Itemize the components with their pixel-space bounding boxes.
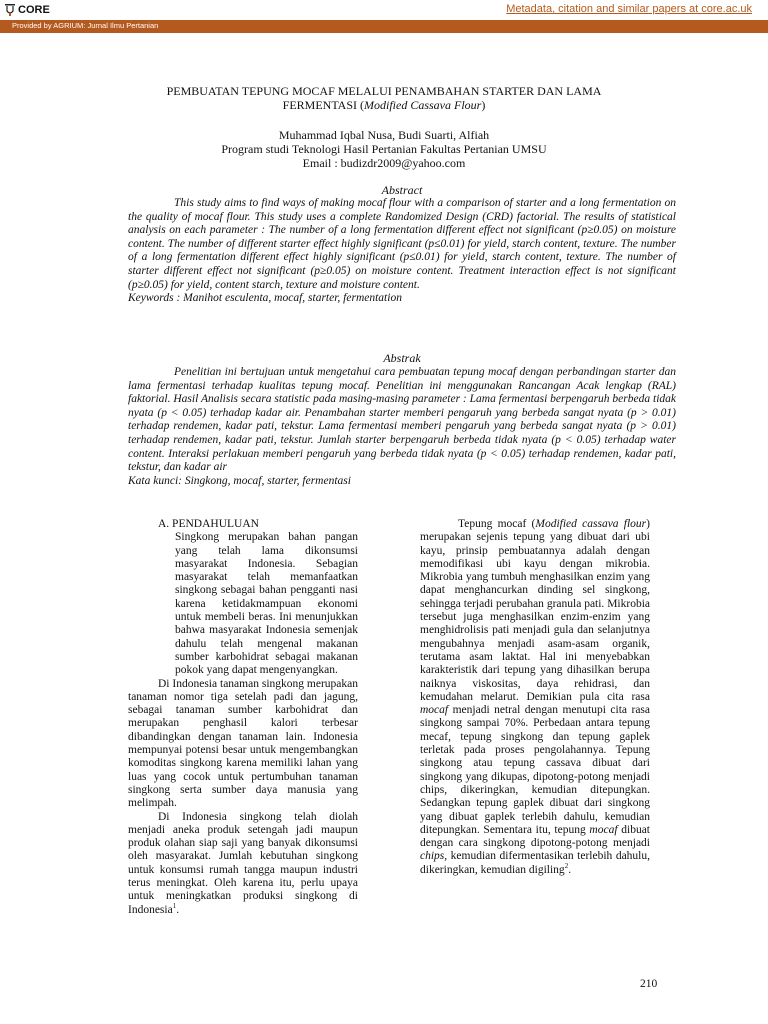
title-line-2-main: FERMENTASI ( xyxy=(282,98,365,112)
right-text-f: mocaf xyxy=(589,823,618,836)
abstrak-heading: Abstrak xyxy=(383,351,421,365)
left-paragraph-3-text: Di Indonesia singkong telah diolah menjadi aneka produk setengah jadi maupun produk olahan siap saji yang banyak dikonsumsi oleh masyarakat. Jumlah kebutuhan singkong untuk konsumsi rumah tangga maupun industri terus meningkat. Oleh karena itu, perlu upaya untuk meningkatkan produksi singkong di Indonesia xyxy=(128,810,358,916)
abstract-heading: Abstract xyxy=(381,183,423,197)
abstract-en-body: This study aims to find ways of making mocaf flour with a comparison of starter and a long fermentation on the quality of mocaf flour. This study uses a complete Randomized Design (CRD) factorial. The results of statistical analysis on each parameter : The number of a long fermentation different effect not significant (p≥0.05) on moisture content. The number of different starter effect highly significant (p≤0.01) for yield, starch content, texture. The number of a long fermentation different effect highly significant (p≤0.01) for yield, starch content, texture. The number of starter different effect not significant (p≥0.05) on moisture content. Treatment interaction effect is not significant (p≥0.05) for yield, content starch, texture and moisture content. xyxy=(128,197,676,291)
right-text-end: . xyxy=(568,863,572,876)
left-paragraph-2 xyxy=(128,678,358,811)
body-left-column xyxy=(128,518,358,917)
title-line-2-italic: Modified Cassava Flour xyxy=(364,98,482,112)
core-metadata-link[interactable]: Metadata, citation and similar papers at core.ac.uk xyxy=(506,3,752,15)
abstract-en-keywords: Keywords : Manihot esculenta, mocaf, starter, fermentation xyxy=(128,292,402,305)
right-text-e: menjadi netral dengan menutupi cita rasa singkong sampai 70%. Perbedaan antara tepung mecaf, tepung singkong dan tepung gaplek terletak pada proses pengolahannya. Tepung singkong atau tepung cassava dibuat dari singkong yang dikupas, dipotong-potong menjadi chips, dikeringkan, kemudian ditepungkan. Sedangkan tepung gaplek dibuat dari singkong yang dibuat gaplek terlebih dahulu, kemudian ditepungkan. Sementara itu, tepung xyxy=(420,704,650,836)
abstract-id xyxy=(128,366,676,488)
paper-title xyxy=(120,84,648,112)
core-logo-text: CORE xyxy=(18,4,50,16)
left-paragraph-2-text: Di Indonesia tanaman singkong merupakan tanaman nomor tiga setelah padi dan jagung, sebagai tanaman sumber karbohidrat dan merupakan penghasil kalori terbesar dibandingkan dengan tanaman lain. Indonesia mempunyai potensi besar untuk mengembangkan komoditas singkong karena memiliki lahan yang luas yang cocok untuk pertumbuhan tanaman singkong serta sumber daya manusia yang melimpah. xyxy=(128,677,358,810)
section-heading: A. PENDAHULUAN xyxy=(158,518,259,530)
page-number: 210 xyxy=(640,978,658,990)
author-affiliation: Program studi Teknologi Hasil Pertanian Fakultas Pertanian UMSU xyxy=(221,142,547,156)
right-text-i: , kemudian difermentasikan terlebih dahulu, dikeringkan, kemudian digiling xyxy=(420,850,650,876)
title-line-1: PEMBUATAN TEPUNG MOCAF MELALUI PENAMBAHAN STARTER DAN LAMA xyxy=(166,84,602,98)
core-logo-icon xyxy=(4,3,16,17)
right-text-g: dibuat dengan cara singkong dipotong-potong menjadi xyxy=(420,823,650,850)
title-line-2-end: ) xyxy=(481,98,486,112)
footnote-ref-2: 2 xyxy=(564,861,569,870)
right-text-c: ) merupakan sejenis tepung yang dibuat dari ubi kayu, prinsip pembuatannya adalah dengan memodifikasi ubi kayu dengan mikrobia. Mikrobia yang tumbuh menghasilkan enzim yang dapat menghancurkan dinding sel singkong, sehingga terjadi perubahan granula pati. Mikrobia tersebut juga menghasilkan enzim-enzim yang menghidrolisis pati menjadi gula dan selanjutnya mengubahnya menjadi asam-asam organik, terutama asam laktat. Hal ini menyebabkan karakteristik dari tepung yang dihasilkan berupa naiknya viskositas, daya rehidrasi, dan kemudahan melarut. Demikian pula cita rasa xyxy=(420,518,650,703)
core-banner xyxy=(0,0,768,21)
abstract-en xyxy=(128,197,676,306)
right-text-d: mocaf xyxy=(420,704,449,717)
abstract-id-body: Penelitian ini bertujuan untuk mengetahui cara pembuatan tepung mocaf dengan perbandingan starter dan lama fermentasi terhadap kualitas tepung mocaf. Penelitian ini menggunakan Rancangan Acak lengkap (RAL) faktorial. Hasil Analisis secara statistic pada masing-masing parameter : Lama fermentasi berpengaruh berbeda tidak nyata (p < 0.05) terhadap kadar air. Penambahan starter memberi pengaruh yang berbeda sangat nyata (p > 0.01) terhadap rendemen, kadar pati, tekstur. Lama fermentasi memberi pengaruh yang berbeda sangat nyata (p > 0.01) terhadap rendemen, kadar pati, tekstur. Jumlah starter berpengaruh berbeda tidak nyata (p < 0.05) terhadap water content. Interaksi perlakuan memberi pengaruh yang berbeda tidak nyata (p < 0.05) terhadap rendemen, kadar pati, tekstur, dan kadar air xyxy=(128,366,676,474)
right-paragraph-1 xyxy=(420,518,650,877)
core-logo[interactable] xyxy=(4,2,50,18)
left-paragraph-1-text: Singkong merupakan bahan pangan yang telah lama dikonsumsi masyarakat Indonesia. Sebagian masyarakat telah memanfaatkan singkong sebagai bahan pengganti nasi karena ketidakmampuan ekonomi untuk membeli beras. Ini menunjukkan bahwa masyarakat Indonesia semenjak dahulu telah mengenal makanan sumber karbohidrat sebagai makanan pokok yang dapat mengenyangkan. xyxy=(175,531,358,677)
provided-by-bar xyxy=(0,20,768,33)
author-email: Email : budizdr2009@yahoo.com xyxy=(302,156,466,170)
left-paragraph-1 xyxy=(128,531,358,677)
body-right-column xyxy=(420,518,650,877)
left-paragraph-3 xyxy=(128,811,358,917)
title-line-2 xyxy=(120,98,648,112)
right-text-b: Modified cassava flour xyxy=(535,518,647,530)
author-block xyxy=(120,128,648,170)
provided-by-text[interactable]: Provided by AGRIUM: Jurnal Ilmu Pertanian xyxy=(12,21,159,30)
abstract-id-keywords: Kata kunci: Singkong, mocaf, starter, fermentasi xyxy=(128,474,351,487)
right-text-h: chips xyxy=(420,850,445,863)
left-paragraph-3-end: . xyxy=(176,903,180,916)
right-text-a: Tepung mocaf ( xyxy=(458,518,536,530)
author-names: Muhammad Iqbal Nusa, Budi Suarti, Alfiah xyxy=(278,128,490,142)
footnote-ref-1: 1 xyxy=(172,901,177,910)
